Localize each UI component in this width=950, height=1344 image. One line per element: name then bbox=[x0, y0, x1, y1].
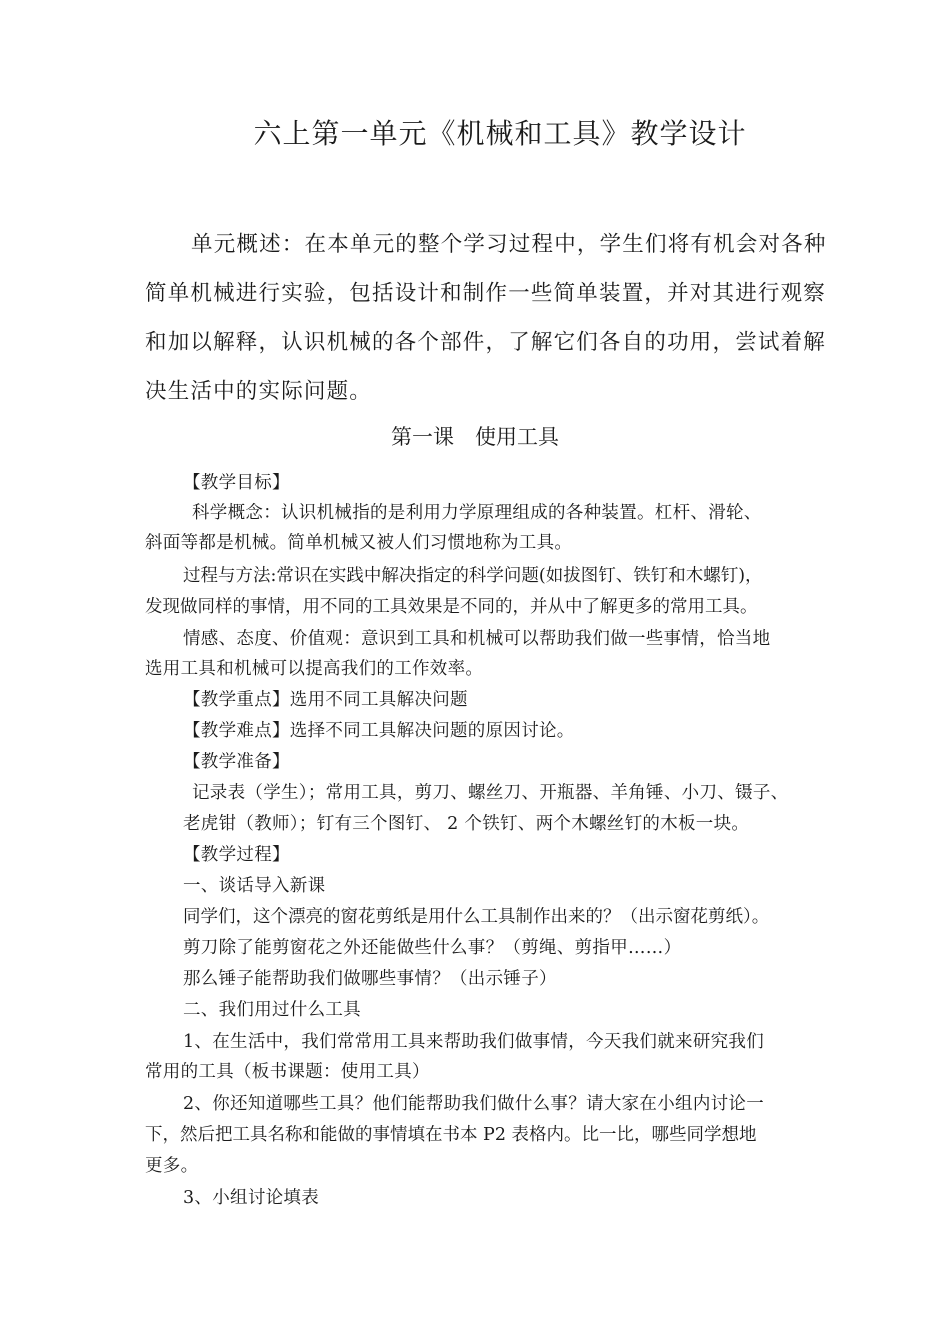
section-heading-difficulties: 【教学难点】选择不同工具解决问题的原因讨论。 bbox=[183, 721, 575, 741]
body-line: 过程与方法:常识在实践中解决指定的科学问题(如拔图钉、铁钉和木螺钉)， bbox=[183, 566, 763, 586]
section-heading-key-points: 【教学重点】选用不同工具解决问题 bbox=[183, 690, 468, 710]
body-line: 那么锤子能帮助我们做哪些事情？（出示锤子） bbox=[183, 969, 557, 989]
body-line: 选用工具和机械可以提高我们的工作效率。 bbox=[145, 659, 484, 679]
body-line: 情感、态度、价值观：意识到工具和机械可以帮助我们做一些事情，恰当地 bbox=[183, 629, 771, 649]
section-heading-process: 【教学过程】 bbox=[183, 845, 290, 865]
lesson-title: 第一课 使用工具 bbox=[391, 425, 559, 449]
overview-line-1: 单元概述：在本单元的整个学习过程中，学生们将有机会对各种 bbox=[191, 232, 827, 257]
overview-line-3: 和加以解释，认识机械的各个部件，了解它们各自的功用，尝试着解 bbox=[145, 330, 827, 355]
subsection-heading: 二、我们用过什么工具 bbox=[183, 1000, 361, 1020]
body-line: 同学们，这个漂亮的窗花剪纸是用什么工具制作出来的？（出示窗花剪纸）。 bbox=[183, 907, 770, 927]
overview-line-4: 决生活中的实际问题。 bbox=[145, 379, 373, 404]
section-heading-preparation: 【教学准备】 bbox=[183, 752, 290, 772]
body-line: 更多。 bbox=[145, 1156, 199, 1176]
body-line: 老虎钳（教师）；钉有三个图钉、 2 个铁钉、两个木螺丝钉的木板一块。 bbox=[183, 814, 750, 834]
overview-line-2: 简单机械进行实验，包括设计和制作一些简单装置，并对其进行观察 bbox=[145, 281, 827, 306]
body-line: 常用的工具（板书课题：使用工具） bbox=[145, 1062, 430, 1082]
document-title: 六上第一单元《机械和工具》教学设计 bbox=[253, 117, 747, 150]
subsection-heading: 一、谈话导入新课 bbox=[183, 876, 326, 896]
body-line: 3、小组讨论填表 bbox=[183, 1188, 320, 1208]
body-line: 剪刀除了能剪窗花之外还能做些什么事？（剪绳、剪指甲……） bbox=[183, 938, 682, 958]
section-heading-objectives: 【教学目标】 bbox=[183, 473, 290, 493]
body-line: 下，然后把工具名称和能做的事情填在书本 P2 表格内。比一比，哪些同学想地 bbox=[145, 1125, 757, 1145]
body-line: 记录表（学生）；常用工具，剪刀、螺丝刀、开瓶器、羊角锤、小刀、镊子、 bbox=[192, 783, 789, 803]
body-line: 2、你还知道哪些工具？他们能帮助我们做什么事？请大家在小组内讨论一 bbox=[183, 1094, 765, 1114]
body-line: 斜面等都是机械。简单机械又被人们习惯地称为工具。 bbox=[145, 533, 573, 553]
body-line: 科学概念：认识机械指的是利用力学原理组成的各种装置。杠杆、滑轮、 bbox=[192, 503, 762, 523]
body-line: 发现做同样的事情，用不同的工具效果是不同的，并从中了解更多的常用工具。 bbox=[145, 597, 758, 617]
body-line: 1、在生活中，我们常常用工具来帮助我们做事情，今天我们就来研究我们 bbox=[183, 1032, 765, 1052]
